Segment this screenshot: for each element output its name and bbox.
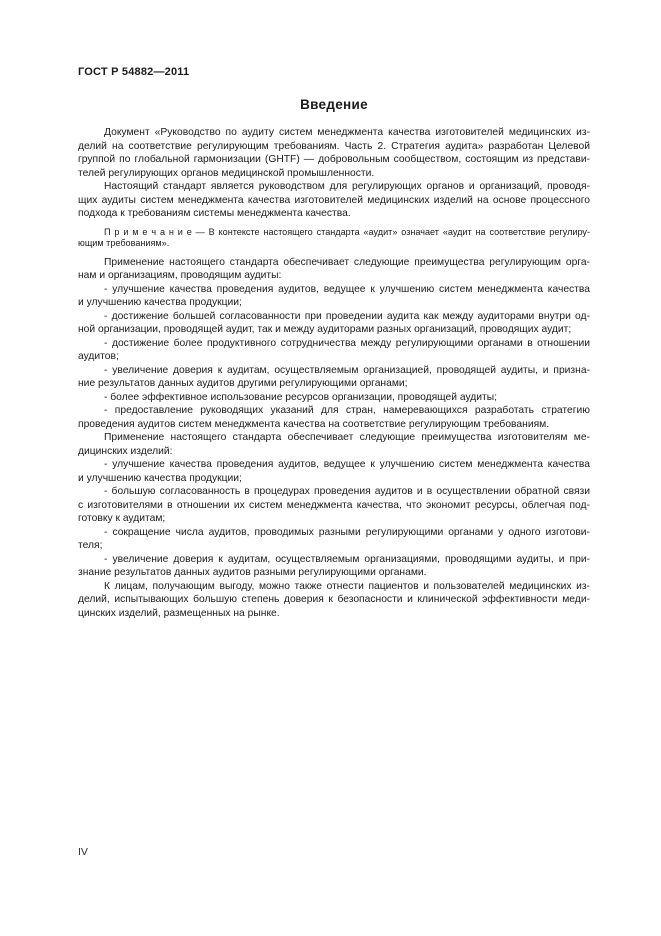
text-line: ющим требованиям». [78, 238, 170, 248]
paragraph [78, 431, 590, 458]
text-line: ной организации, проводящей аудит, так и между аудиторами разных организаций, проводящих аудит; [78, 324, 572, 335]
text-line: проведения аудитов систем менеджмента качества на соответствие регулирующим требованиям. [78, 418, 550, 430]
standard-number: ГОСТ Р 54882—2011 [78, 66, 190, 78]
text-line: ние результатов данных аудитов другими регулирующими органами; [78, 378, 408, 389]
paragraph [78, 180, 590, 221]
list-item [78, 310, 590, 337]
text-line: и улучшению качества продукции; [78, 472, 242, 484]
text-line: - улучшение качества проведения аудитов, ведущее к улучшению систем менеджмента качества [104, 459, 590, 470]
text-line: делий, испытывающих большую степень доверия к безопасности и клинической эффективности меди- [78, 594, 590, 605]
text-line: - предоставление руководящих указаний для стран, намеревающихся разработать стратегию [104, 405, 590, 416]
text-line: Настоящий стандарт является руководством для регулирующих органов и организаций, проводя- [104, 181, 590, 192]
text-line: - улучшение качества проведения аудитов, ведущее к улучшению систем менеджмента качества [104, 283, 590, 295]
list-item [78, 553, 590, 580]
text-line: - сокращение числа аудитов, проводимых разными регулирующими органами у одного изготови- [104, 526, 590, 538]
text-line: телей регулирующих органов медицинской промышленности. [78, 167, 375, 179]
text-line: Применение настоящего стандарта обеспечивает следующие преимущества изготовителям ме- [104, 432, 590, 443]
list-item [78, 526, 590, 553]
text-line: с изготовителями в отношении их систем менеджмента качества, что экономит ресурсы, облегчая под- [78, 499, 590, 511]
text-line: дицинских изделий: [78, 445, 173, 457]
text-line: готовку к аудитам; [78, 513, 166, 524]
text-line: - большую согласованность в процедурах проведения аудитов и в осуществлении обратной связи [104, 486, 590, 497]
text-line: группой по глобальной гармонизации (GHTF) — добровольным сообществом, состоящим из представи- [78, 154, 590, 165]
list-item [78, 283, 590, 310]
list-item [78, 337, 590, 364]
text-line: - увеличение доверия к аудитам, осуществляемым организацией, проводящей аудиты, и призна- [104, 364, 590, 376]
text-line: цинских изделий, размещенных на рынке. [78, 607, 280, 619]
text-line: - достижение большей согласованности при проведении аудита как между аудиторами внутри од- [104, 310, 590, 322]
text-line: теля; [78, 540, 103, 551]
list-item [78, 364, 590, 391]
list-item [78, 391, 590, 405]
text-line: К лицам, получающим выгоду, можно также отнести пациентов и пользователей медицинских из- [104, 580, 590, 592]
list-item [78, 458, 590, 485]
text-line: Применение настоящего стандарта обеспечивает следующие преимущества регулирующим орга- [104, 256, 590, 268]
text-line: делий на соответствие регулирующим требованиям. Часть 2. Стратегия аудита» разработан Целевой [78, 140, 590, 152]
text-line: - увеличение доверия к аудитам, осуществляемым организациями, проводящими аудиты, и при- [104, 553, 590, 565]
text-line: щих аудиты систем менеджмента качества изготовителей медицинских изделий на основе процессного [78, 194, 590, 206]
text-line: и улучшению качества продукции; [78, 297, 242, 308]
text-line: аудитов; [78, 351, 119, 362]
text-line: Документ «Руководство по аудиту систем менеджмента качества изготовителей медицинских из- [104, 127, 590, 138]
paragraph [78, 256, 590, 283]
text-line: - более эффективное использование ресурсов организации, проводящей аудиты; [104, 391, 498, 403]
page-title: Введение [300, 97, 368, 112]
text-line: подхода к требованиям системы менеджмента качества. [78, 208, 351, 219]
text-line: знание результатов данных аудитов разными регулирующими органами. [78, 567, 427, 578]
document-body [78, 126, 590, 620]
paragraph [78, 580, 590, 621]
text-line: нам и организациям, проводящим аудиты: [78, 270, 282, 281]
list-item [78, 404, 590, 431]
note-paragraph [78, 227, 590, 250]
paragraph [78, 126, 590, 180]
text-line: П р и м е ч а н и е — В контексте настоящего стандарта «аудит» означает «аудит на соответствие регулиру- [104, 226, 590, 237]
text-line: - достижение более продуктивного сотрудничества между регулирующими органами в отношении [104, 337, 590, 349]
list-item [78, 485, 590, 526]
page-number: IV [78, 846, 88, 858]
